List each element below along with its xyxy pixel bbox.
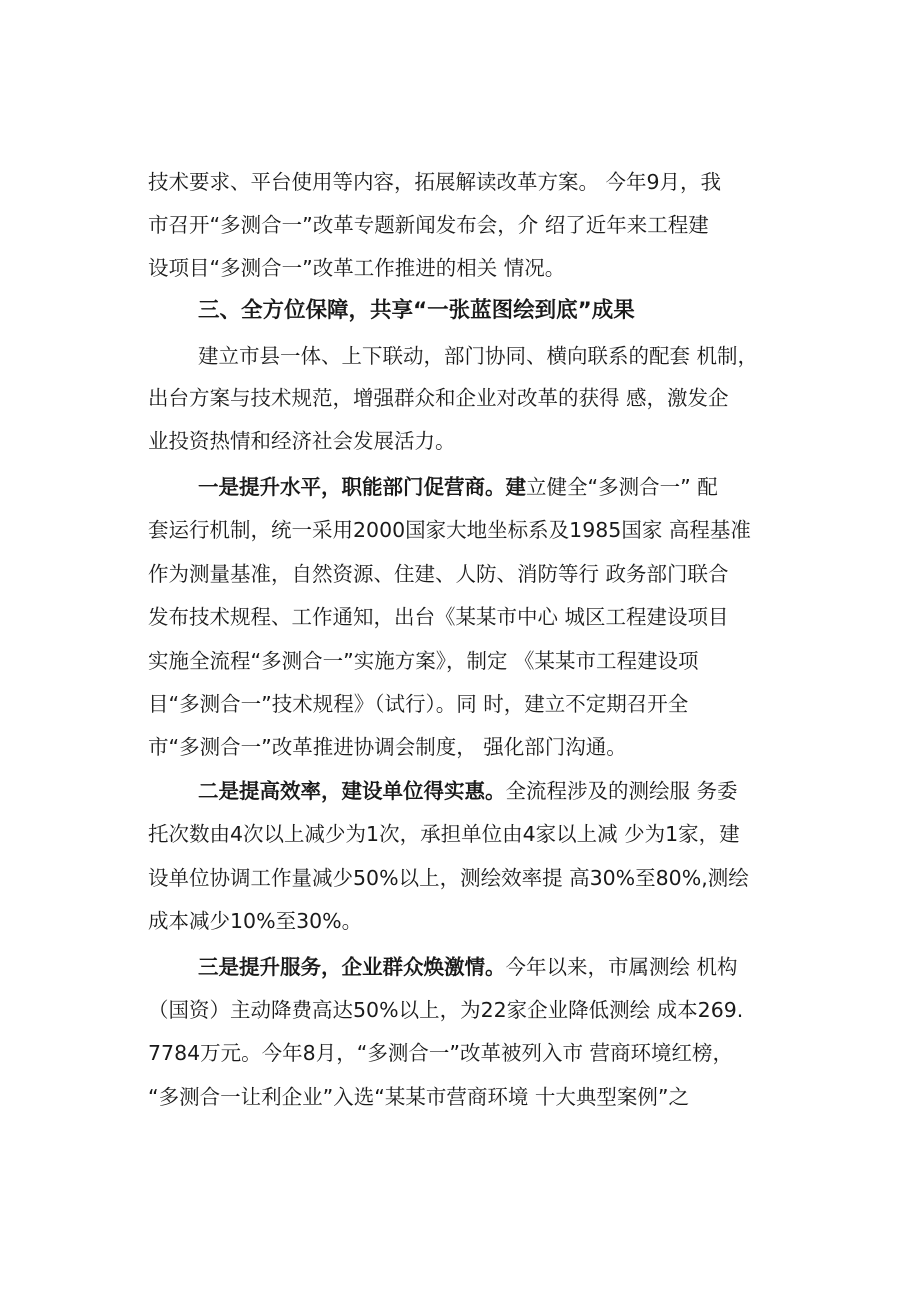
- paragraph-1-line-3: 设项目“多测合一”改革工作推进的相关 情况。: [148, 256, 566, 280]
- paragraph-3-line-7: 市“多测合一”改革推进协调会制度， 强化部门沟通。: [148, 735, 627, 759]
- paragraph-4-line-2: 托次数由4次以上减少为1次，承担单位由4家以上减 少为1家，建: [148, 822, 740, 846]
- paragraph-3-line-2: 套运行机制，统一采用2000国家大地坐标系及1985国家 高程基准: [148, 518, 751, 542]
- paragraph-5-line-2: （国资）主动降费高达50%以上，为22家企业降低测绘 成本269.: [148, 998, 744, 1022]
- paragraph-4-line-1: [198, 777, 808, 805]
- paragraph-2-line-2: 出台方案与技术规范，增强群众和企业对改革的获得 感，激发企: [148, 386, 729, 410]
- paragraph-2-line-1: 建立市县一体、上下联动，部门协同、横向联系的配套 机制，: [198, 344, 759, 368]
- paragraph-3-line-6: 目“多测合一”技术规程》（试行）。同 时，建立不定期召开全: [148, 692, 689, 716]
- paragraph-3-line-1: [198, 473, 808, 501]
- paragraph-1-line-1: 技术要求、平台使用等内容，拓展解读改革方案。 今年9月，我: [148, 170, 722, 194]
- paragraph-3-line-3: 作为测量基准，自然资源、住建、人防、消防等行 政务部门联合: [148, 562, 729, 586]
- paragraph-5-line-4: “多测合一让利企业”入选“某某市营商环境 十大典型案例”之: [148, 1085, 689, 1109]
- paragraph-3-lead: 一是提升水平，职能部门促营商。建: [198, 475, 526, 499]
- paragraph-4-lead: 二是提高效率，建设单位得实惠。: [198, 779, 506, 803]
- paragraph-3-line-4: 发布技术规程、工作通知，出台《某某市中心 城区工程建设项目: [148, 605, 729, 629]
- paragraph-4-line-4: 成本减少10%至30%。: [148, 909, 363, 933]
- paragraph-2-line-3: 业投资热情和经济社会发展活力。: [148, 429, 456, 453]
- paragraph-5-line-3: 7784万元。今年8月，“多测合一”改革被列入市 营商环境红榜，: [148, 1041, 733, 1065]
- paragraph-5-line-1: [198, 953, 808, 981]
- paragraph-5-lead: 三是提升服务，企业群众焕激情。: [198, 955, 506, 979]
- section-heading: 三、全方位保障，共享“一张蓝图绘到底”成果: [198, 298, 635, 323]
- paragraph-4-line-1-rest: 全流程涉及的测绘服 务委: [505, 779, 738, 803]
- paragraph-4-line-3: 设单位协调工作量减少50%以上，测绘效率提 高30%至80%,测绘: [148, 866, 749, 890]
- paragraph-5-line-1-rest: 今年以来，市属测绘 机构: [505, 955, 738, 979]
- paragraph-3-line-5: 实施全流程“多测合一”实施方案》，制定 《某某市工程建设项: [148, 649, 699, 673]
- paragraph-3-line-1-rest: 立健全“多测合一” 配: [526, 475, 718, 499]
- paragraph-1-line-2: 市召开“多测合一”改革专题新闻发布会，介 绍了近年来工程建: [148, 213, 709, 237]
